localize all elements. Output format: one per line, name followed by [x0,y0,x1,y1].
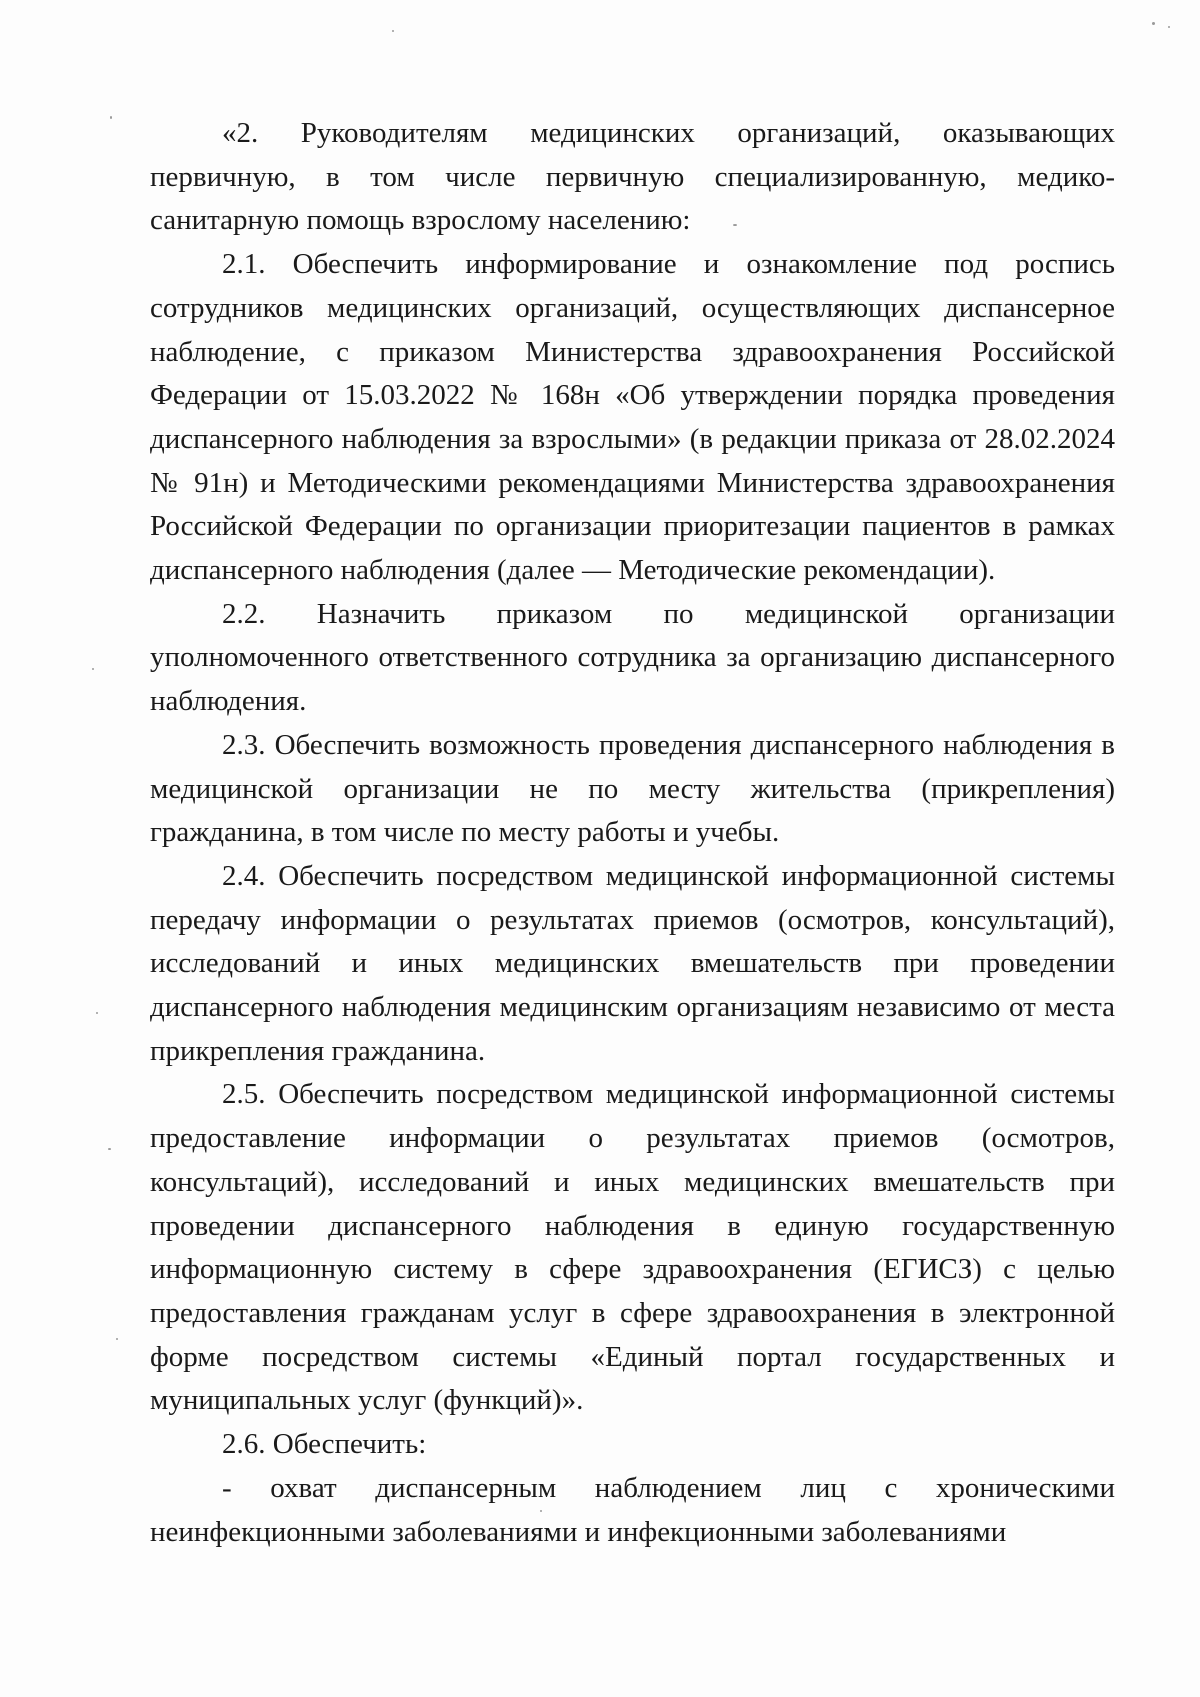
paragraph-2-4: 2.4. Обеспечить посредством медицинской информационной системы передачу информации о результатах приемов (осмотров, консультаций), исследований и иных медицинских вмешательств при проведении диспансерного наблюдения медицинским организациям независимо от места прикрепления гражданина. [150,859,1115,1067]
paragraph-2-6-item: - охват диспансерным наблюдением лиц с хроническими неинфекционными заболеваниями и инфекционными заболеваниями [150,1471,1115,1548]
scan-speck [392,30,394,32]
paragraph-2-6: 2.6. Обеспечить: [222,1428,427,1461]
scan-speck [96,1012,98,1014]
scan-speck [110,116,112,119]
paragraph-2: «2. Руководителям медицинских организаций, оказывающих первичную, в том числе первичную специализированную, медико-санитарную помощь взрослому населению: [150,117,1115,237]
scan-speck [92,668,94,670]
scan-speck [116,1338,118,1340]
paragraph-2-1: 2.1. Обеспечить информирование и ознакомление под роспись сотрудников медицинских организаций, осуществляющих диспансерное наблюдение, с приказом Министерства здравоохранения Российской Федерации от 15.03.2022 № 168н «Об утверждении порядка проведения диспансерного наблюдения за взрослыми» (в редакции приказа от 28.02.2024 № 91н) и Методическими рекомендациями Министерства здравоохранения Российской Федерации по организации приоритезации пациентов в рамках диспансерного наблюдения (далее — Методические рекомендации). [150,248,1115,587]
paragraph-2-3: 2.3. Обеспечить возможность проведения диспансерного наблюдения в медицинской организации не по месту жительства (прикрепления) гражданина, в том числе по месту работы и учебы. [150,728,1115,849]
scan-speck [1152,22,1155,25]
document-body [150,112,1115,1554]
scan-speck [1168,26,1170,28]
scan-speck [108,1148,111,1150]
paragraph-2-2: 2.2. Назначить приказом по медицинской организации уполномоченного ответственного сотрудника за организацию диспансерного наблюдения. [150,597,1115,718]
paragraph-2-5: 2.5. Обеспечить посредством медицинской информационной системы предоставление информации о результатах приемов (осмотров, консультаций), исследований и иных медицинских вмешательств при проведении диспансерного наблюдения в единую государственную информационную систему в сфере здравоохранения (ЕГИСЗ) с целью предоставления гражданам услуг в сфере здравоохранения в электронной форме посредством системы «Единый портал государственных и муниципальных услуг (функций)». [150,1078,1115,1417]
